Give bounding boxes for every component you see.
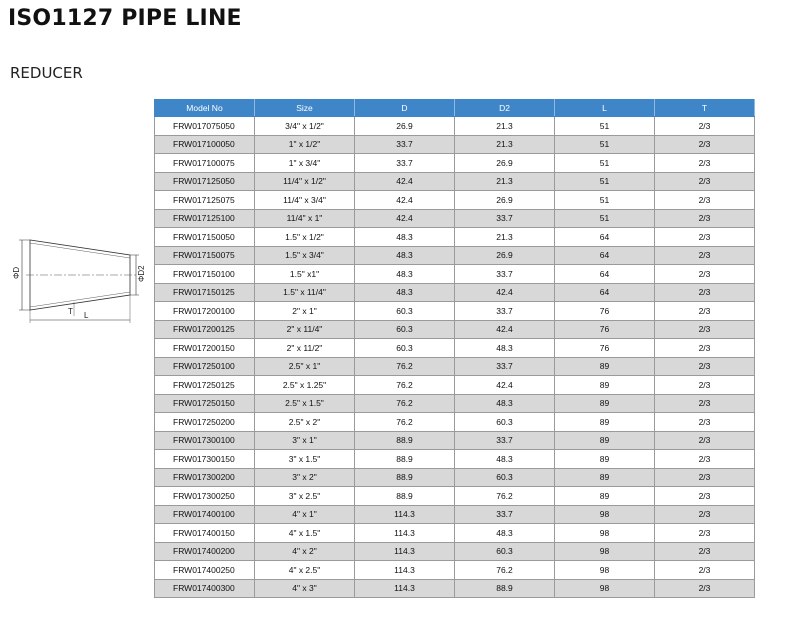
cell-t: 2/3 — [655, 135, 755, 154]
cell-model-no: FRW017250125 — [155, 376, 255, 395]
cell-l: 89 — [555, 376, 655, 395]
cell-l: 76 — [555, 302, 655, 321]
cell-model-no: FRW017150075 — [155, 246, 255, 265]
cell-l: 89 — [555, 487, 655, 506]
cell-size: 2.5" x 2" — [255, 413, 355, 432]
cell-size: 1.5" x 1/2" — [255, 228, 355, 247]
cell-l: 89 — [555, 394, 655, 413]
cell-size: 11/4" x 1/2" — [255, 172, 355, 191]
cell-d: 88.9 — [355, 487, 455, 506]
table-row — [155, 579, 755, 598]
cell-d: 60.3 — [355, 320, 455, 339]
cell-model-no: FRW017400250 — [155, 561, 255, 580]
cell-size: 2.5" x 1.25" — [255, 376, 355, 395]
cell-d2: 60.3 — [455, 413, 555, 432]
cell-d: 60.3 — [355, 339, 455, 358]
cell-l: 51 — [555, 172, 655, 191]
cell-l: 51 — [555, 191, 655, 210]
table-row — [155, 505, 755, 524]
cell-t: 2/3 — [655, 542, 755, 561]
cell-d2: 33.7 — [455, 505, 555, 524]
cell-d: 33.7 — [355, 135, 455, 154]
cell-size: 2.5" x 1" — [255, 357, 355, 376]
cell-model-no: FRW017400200 — [155, 542, 255, 561]
cell-d2: 48.3 — [455, 394, 555, 413]
cell-d2: 60.3 — [455, 468, 555, 487]
cell-size: 3" x 1" — [255, 431, 355, 450]
cell-size: 1.5" x 11/4" — [255, 283, 355, 302]
cell-model-no: FRW017150125 — [155, 283, 255, 302]
cell-l: 98 — [555, 561, 655, 580]
cell-l: 51 — [555, 135, 655, 154]
cell-size: 1.5" x 3/4" — [255, 246, 355, 265]
table-row — [155, 339, 755, 358]
cell-d2: 33.7 — [455, 209, 555, 228]
cell-t: 2/3 — [655, 450, 755, 469]
cell-d: 48.3 — [355, 283, 455, 302]
cell-model-no: FRW017400300 — [155, 579, 255, 598]
cell-d: 33.7 — [355, 154, 455, 173]
cell-d2: 76.2 — [455, 487, 555, 506]
table-row — [155, 357, 755, 376]
cell-model-no: FRW017300200 — [155, 468, 255, 487]
reducer-diagram — [8, 232, 158, 332]
cell-model-no: FRW017125100 — [155, 209, 255, 228]
cell-d2: 42.4 — [455, 376, 555, 395]
table-row — [155, 154, 755, 173]
cell-l: 98 — [555, 524, 655, 543]
cell-d2: 26.9 — [455, 191, 555, 210]
label-l: L — [84, 311, 89, 320]
cell-d: 76.2 — [355, 413, 455, 432]
cell-size: 4" x 1" — [255, 505, 355, 524]
cell-d2: 60.3 — [455, 542, 555, 561]
cell-model-no: FRW017200100 — [155, 302, 255, 321]
column-header-l: L — [555, 100, 655, 117]
cell-size: 2" x 1" — [255, 302, 355, 321]
cell-size: 11/4" x 1" — [255, 209, 355, 228]
cell-d2: 48.3 — [455, 450, 555, 469]
cell-l: 51 — [555, 209, 655, 228]
cell-t: 2/3 — [655, 468, 755, 487]
cell-model-no: FRW017125075 — [155, 191, 255, 210]
cell-size: 3" x 2" — [255, 468, 355, 487]
cell-l: 76 — [555, 320, 655, 339]
cell-t: 2/3 — [655, 561, 755, 580]
cell-model-no: FRW017300100 — [155, 431, 255, 450]
cell-l: 89 — [555, 450, 655, 469]
cell-d2: 26.9 — [455, 246, 555, 265]
cell-d: 88.9 — [355, 450, 455, 469]
cell-model-no: FRW017075050 — [155, 117, 255, 136]
cell-t: 2/3 — [655, 209, 755, 228]
cell-t: 2/3 — [655, 579, 755, 598]
cell-size: 1.5" x1" — [255, 265, 355, 284]
cell-model-no: FRW017125050 — [155, 172, 255, 191]
table-row — [155, 413, 755, 432]
table-body — [155, 117, 755, 598]
table-row — [155, 135, 755, 154]
table-row — [155, 431, 755, 450]
cell-t: 2/3 — [655, 117, 755, 136]
cell-d2: 21.3 — [455, 228, 555, 247]
cell-d: 88.9 — [355, 431, 455, 450]
cell-t: 2/3 — [655, 413, 755, 432]
cell-l: 89 — [555, 431, 655, 450]
cell-d: 114.3 — [355, 505, 455, 524]
label-d: ΦD — [12, 266, 21, 279]
cell-model-no: FRW017150050 — [155, 228, 255, 247]
cell-l: 89 — [555, 468, 655, 487]
cell-t: 2/3 — [655, 505, 755, 524]
column-header-d2: D2 — [455, 100, 555, 117]
table-header-row — [155, 100, 755, 117]
cell-d2: 42.4 — [455, 320, 555, 339]
cell-d2: 26.9 — [455, 154, 555, 173]
cell-model-no: FRW017250200 — [155, 413, 255, 432]
cell-d2: 48.3 — [455, 339, 555, 358]
cell-size: 4" x 2.5" — [255, 561, 355, 580]
cell-size: 2" x 11/2" — [255, 339, 355, 358]
cell-t: 2/3 — [655, 172, 755, 191]
table-row — [155, 172, 755, 191]
column-header-d: D — [355, 100, 455, 117]
cell-model-no: FRW017400100 — [155, 505, 255, 524]
cell-d: 42.4 — [355, 209, 455, 228]
cell-model-no: FRW017300250 — [155, 487, 255, 506]
cell-t: 2/3 — [655, 283, 755, 302]
cell-t: 2/3 — [655, 246, 755, 265]
cell-model-no: FRW017250150 — [155, 394, 255, 413]
cell-model-no: FRW017100050 — [155, 135, 255, 154]
cell-l: 64 — [555, 246, 655, 265]
cell-model-no: FRW017200125 — [155, 320, 255, 339]
table-row — [155, 394, 755, 413]
cell-d: 60.3 — [355, 302, 455, 321]
table-row — [155, 191, 755, 210]
cell-d2: 33.7 — [455, 265, 555, 284]
cell-d: 48.3 — [355, 228, 455, 247]
cell-l: 98 — [555, 579, 655, 598]
cell-t: 2/3 — [655, 524, 755, 543]
cell-t: 2/3 — [655, 302, 755, 321]
cell-size: 3/4" x 1/2" — [255, 117, 355, 136]
table-row — [155, 302, 755, 321]
cell-t: 2/3 — [655, 431, 755, 450]
cell-d: 88.9 — [355, 468, 455, 487]
cell-l: 98 — [555, 505, 655, 524]
cell-d: 114.3 — [355, 524, 455, 543]
cell-d2: 33.7 — [455, 357, 555, 376]
cell-d: 48.3 — [355, 265, 455, 284]
cell-d2: 76.2 — [455, 561, 555, 580]
reducer-spec-table — [154, 99, 755, 598]
cell-size: 3" x 1.5" — [255, 450, 355, 469]
cell-t: 2/3 — [655, 320, 755, 339]
cell-t: 2/3 — [655, 376, 755, 395]
table-row — [155, 209, 755, 228]
cell-size: 4" x 3" — [255, 579, 355, 598]
cell-size: 1" x 3/4" — [255, 154, 355, 173]
cell-l: 51 — [555, 154, 655, 173]
cell-t: 2/3 — [655, 487, 755, 506]
cell-l: 89 — [555, 413, 655, 432]
table-row — [155, 450, 755, 469]
cell-d2: 21.3 — [455, 172, 555, 191]
cell-size: 1" x 1/2" — [255, 135, 355, 154]
cell-t: 2/3 — [655, 265, 755, 284]
cell-model-no: FRW017250100 — [155, 357, 255, 376]
cell-size: 4" x 1.5" — [255, 524, 355, 543]
cell-size: 2.5" x 1.5" — [255, 394, 355, 413]
cell-d: 114.3 — [355, 561, 455, 580]
cell-d2: 42.4 — [455, 283, 555, 302]
cell-d: 42.4 — [355, 191, 455, 210]
cell-l: 64 — [555, 265, 655, 284]
section-subtitle: REDUCER — [10, 64, 83, 82]
cell-size: 3" x 2.5" — [255, 487, 355, 506]
table-row — [155, 265, 755, 284]
table-row — [155, 320, 755, 339]
cell-d: 76.2 — [355, 376, 455, 395]
cell-size: 11/4" x 3/4" — [255, 191, 355, 210]
cell-size: 2" x 11/4" — [255, 320, 355, 339]
cell-l: 76 — [555, 339, 655, 358]
table-row — [155, 376, 755, 395]
cell-t: 2/3 — [655, 191, 755, 210]
column-header-model-no: Model No — [155, 100, 255, 117]
cell-d: 26.9 — [355, 117, 455, 136]
cell-d: 48.3 — [355, 246, 455, 265]
cell-l: 51 — [555, 117, 655, 136]
table-row — [155, 117, 755, 136]
table-row — [155, 487, 755, 506]
cell-l: 98 — [555, 542, 655, 561]
cell-d: 114.3 — [355, 542, 455, 561]
cell-d: 114.3 — [355, 579, 455, 598]
cell-d2: 21.3 — [455, 117, 555, 136]
table-row — [155, 542, 755, 561]
table-row — [155, 246, 755, 265]
page-title: ISO1127 PIPE LINE — [8, 6, 242, 31]
cell-d: 76.2 — [355, 394, 455, 413]
cell-t: 2/3 — [655, 339, 755, 358]
table-row — [155, 283, 755, 302]
cell-model-no: FRW017200150 — [155, 339, 255, 358]
cell-l: 64 — [555, 283, 655, 302]
cell-d2: 48.3 — [455, 524, 555, 543]
cell-t: 2/3 — [655, 357, 755, 376]
table-row — [155, 524, 755, 543]
column-header-t: T — [655, 100, 755, 117]
cell-l: 64 — [555, 228, 655, 247]
cell-model-no: FRW017400150 — [155, 524, 255, 543]
cell-model-no: FRW017100075 — [155, 154, 255, 173]
cell-d2: 33.7 — [455, 302, 555, 321]
cell-model-no: FRW017300150 — [155, 450, 255, 469]
cell-t: 2/3 — [655, 228, 755, 247]
label-t: T — [68, 307, 73, 316]
cell-d2: 33.7 — [455, 431, 555, 450]
cell-d: 42.4 — [355, 172, 455, 191]
cell-t: 2/3 — [655, 154, 755, 173]
table-row — [155, 561, 755, 580]
cell-model-no: FRW017150100 — [155, 265, 255, 284]
table-row — [155, 228, 755, 247]
cell-d: 76.2 — [355, 357, 455, 376]
cell-d2: 88.9 — [455, 579, 555, 598]
cell-size: 4" x 2" — [255, 542, 355, 561]
column-header-size: Size — [255, 100, 355, 117]
label-d2: ΦD2 — [137, 265, 146, 282]
cell-d2: 21.3 — [455, 135, 555, 154]
table-row — [155, 468, 755, 487]
cell-t: 2/3 — [655, 394, 755, 413]
cell-l: 89 — [555, 357, 655, 376]
